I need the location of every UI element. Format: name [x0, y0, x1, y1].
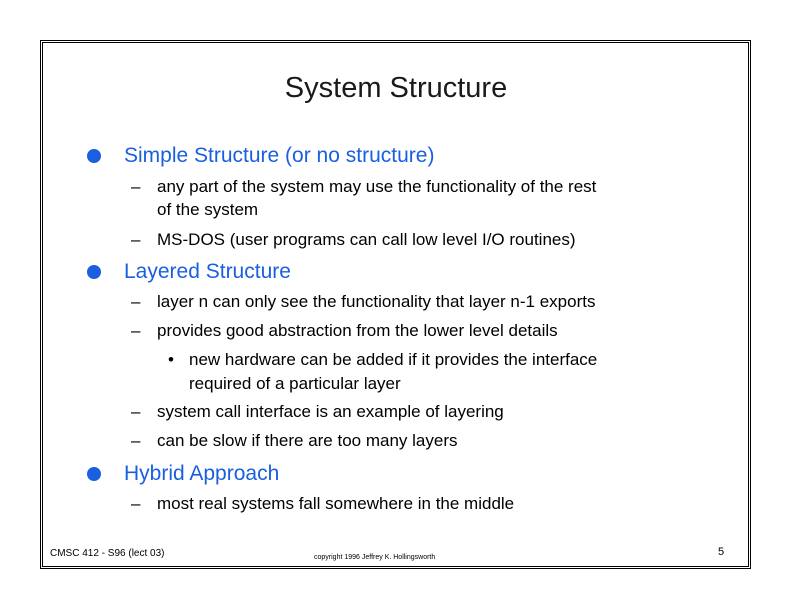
- dash-marker: –: [131, 431, 141, 450]
- section-heading-simple-structure: Simple Structure (or no structure): [124, 144, 435, 167]
- dash-marker: –: [131, 292, 141, 311]
- list-item-text: MS-DOS (user programs can call low level I/O routines): [157, 230, 576, 249]
- list-item-text: most real systems fall somewhere in the middle: [157, 494, 515, 513]
- footer-copyright: copyright 1996 Jeffrey K. Hollingsworth: [314, 554, 436, 561]
- slide-title: System Structure: [284, 72, 508, 104]
- page-number: 5: [718, 546, 725, 558]
- dash-marker: –: [131, 230, 141, 249]
- list-item-text: can be slow if there are too many layers: [157, 431, 458, 450]
- dash-marker: –: [131, 321, 141, 340]
- section-bullet-icon: [87, 265, 101, 279]
- list-item-text: any part of the system may use the functionality of the rest: [157, 177, 597, 196]
- footer-course-label: CMSC 412 - S96 (lect 03): [50, 548, 165, 559]
- section-bullet-icon: [87, 149, 101, 163]
- list-item-text: system call interface is an example of layering: [157, 402, 504, 421]
- sub-list-item-text: new hardware can be added if it provides the interface: [189, 350, 598, 369]
- list-item-text: layer n can only see the functionality that layer n-1 exports: [157, 292, 596, 311]
- section-heading-hybrid-approach: Hybrid Approach: [124, 462, 280, 485]
- dash-marker: –: [131, 177, 141, 196]
- sub-bullet-icon: •: [168, 350, 174, 369]
- dash-marker: –: [131, 494, 141, 513]
- section-bullet-icon: [87, 467, 101, 481]
- dash-marker: –: [131, 402, 141, 421]
- section-heading-layered-structure: Layered Structure: [124, 260, 291, 283]
- list-item-text: provides good abstraction from the lower level details: [157, 321, 558, 340]
- list-item-text-continued: of the system: [157, 200, 259, 219]
- sub-list-item-text-continued: required of a particular layer: [189, 374, 401, 393]
